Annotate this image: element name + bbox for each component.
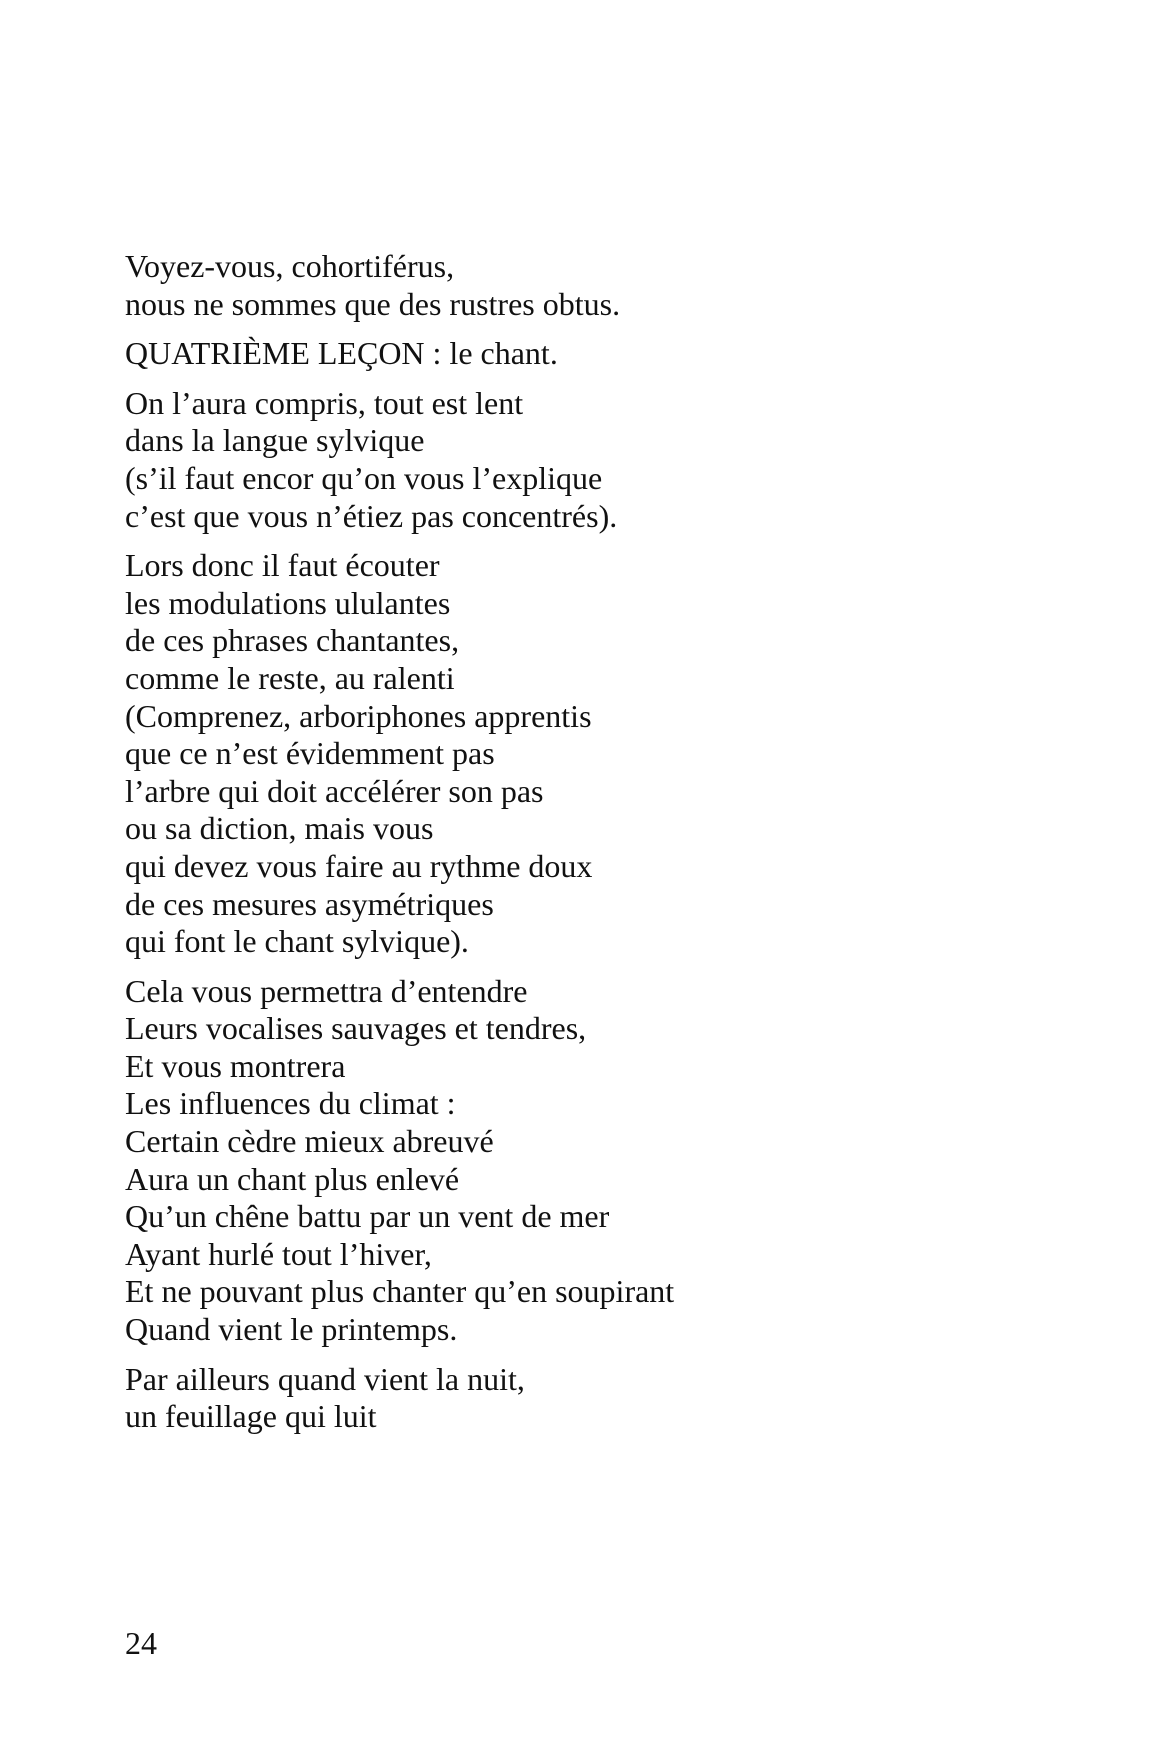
poem-line: comme le reste, au ralenti (125, 659, 455, 696)
poem-line: Ayant hurlé tout l’hiver, (125, 1235, 432, 1272)
poem-line: Et ne pouvant plus chanter qu’en soupirant (125, 1273, 675, 1310)
stanza (125, 973, 1025, 1349)
poem-line: Aura un chant plus enlevé (125, 1160, 460, 1197)
poem-line: Et vous montrera (125, 1047, 346, 1084)
poem-line: que ce n’est évidemment pas (125, 735, 495, 772)
page-number: 24 (125, 1625, 157, 1661)
poem-line: Par ailleurs quand vient la nuit, (125, 1360, 525, 1397)
poem-line: Cela vous permettra d’entendre (125, 972, 528, 1009)
poem-line: Les influences du climat : (125, 1085, 456, 1122)
poem-line: On l’aura compris, tout est lent (125, 384, 524, 421)
poem-line: les modulations ululantes (125, 584, 451, 621)
stanza (125, 248, 1025, 323)
poem-line: Leurs vocalises sauvages et tendres, (125, 1010, 587, 1047)
poem-line: Lors donc il faut écouter (125, 547, 440, 584)
lesson-heading: QUATRIÈME LEÇON : le chant. (125, 335, 558, 372)
poem-line: nous ne sommes que des rustres obtus. (125, 285, 621, 322)
poem-line: c’est que vous n’étiez pas concentrés). (125, 497, 618, 534)
poem-text (125, 248, 1025, 1448)
poem-line: de ces phrases chantantes, (125, 622, 460, 659)
poem-line: dans la langue sylvique (125, 422, 425, 459)
poem-line: ou sa diction, mais vous (125, 810, 434, 847)
poem-line: (s’il faut encor qu’on vous l’explique (125, 459, 603, 496)
section-heading-stanza (125, 335, 1025, 373)
poem-line: un feuillage qui luit (125, 1398, 377, 1435)
stanza (125, 385, 1025, 535)
poem-line: qui font le chant sylvique). (125, 923, 469, 960)
poem-line: (Comprenez, arboriphones apprentis (125, 697, 592, 734)
poem-line: de ces mesures asymétriques (125, 885, 494, 922)
poem-line: qui devez vous faire au rythme doux (125, 847, 593, 884)
stanza (125, 1361, 1025, 1436)
poem-line: Voyez-vous, cohortiférus, (125, 248, 455, 284)
poem-line: l’arbre qui doit accélérer son pas (125, 772, 544, 809)
poem-line: Qu’un chêne battu par un vent de mer (125, 1198, 610, 1235)
stanza (125, 547, 1025, 961)
poem-line: Certain cèdre mieux abreuvé (125, 1123, 494, 1160)
poem-line: Quand vient le printemps. (125, 1311, 458, 1348)
